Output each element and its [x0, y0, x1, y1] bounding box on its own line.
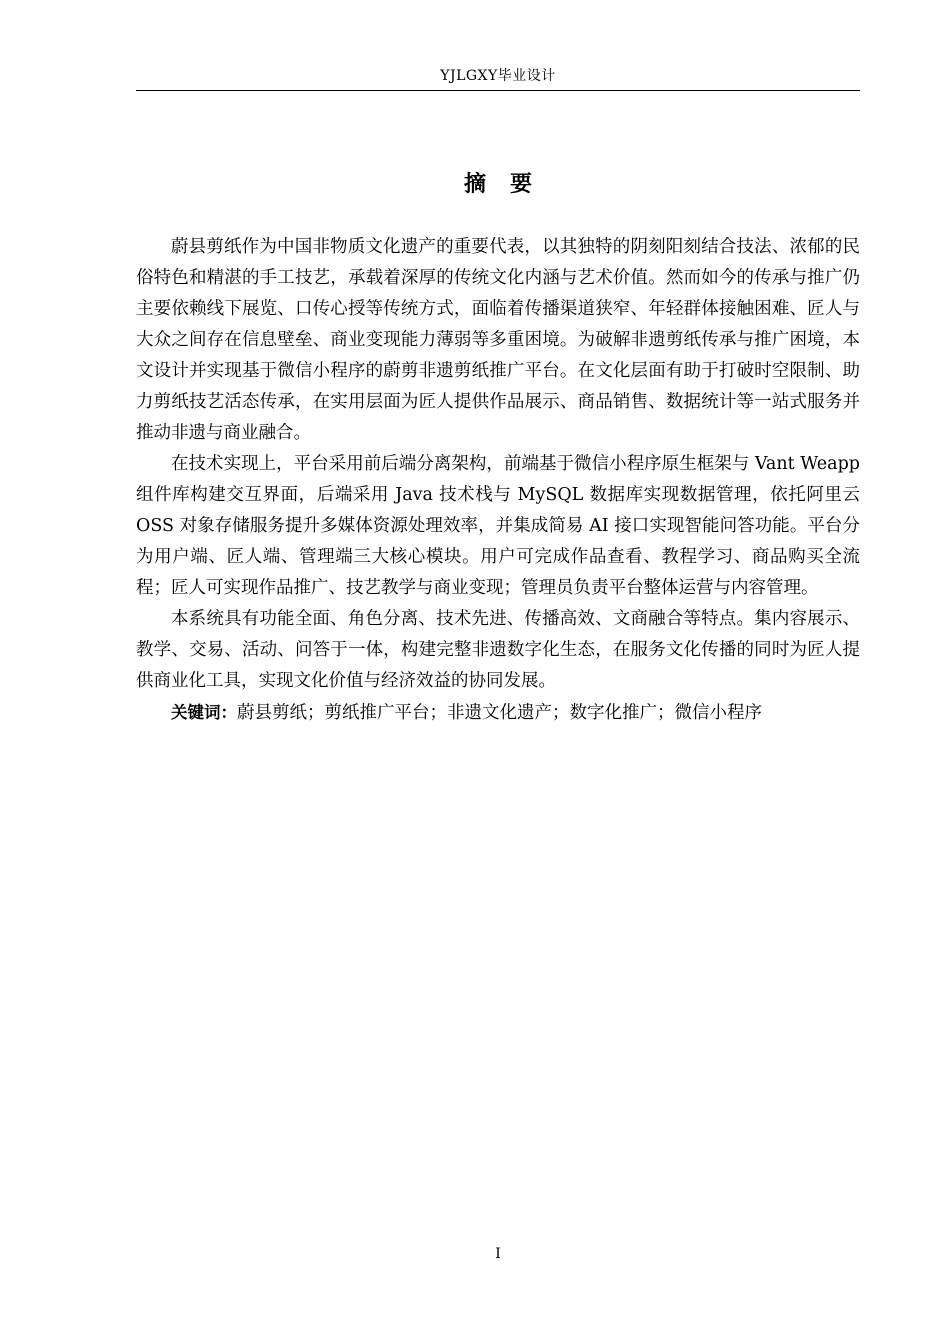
- page-number: I: [495, 1246, 501, 1262]
- header-rule: [136, 90, 860, 91]
- abstract-title-part2: 要: [510, 172, 533, 197]
- abstract-body: [136, 232, 860, 729]
- keywords-line: [136, 697, 860, 729]
- abstract-paragraph-1: 蔚县剪纸作为中国非物质文化遗产的重要代表，以其独特的阴刻阳刻结合技法、浓郁的民俗特色和精湛的手工技艺，承载着深厚的传统文化内涵与艺术价值。然而如今的传承与推广仍主要依赖线下展览、口传心授等传统方式，面临着传播渠道狭窄、年轻群体接触困难、匠人与大众之间存在信息壁垒、商业变现能力薄弱等多重困境。为破解非遗剪纸传承与推广困境，本文设计并实现基于微信小程序的蔚剪非遗剪纸推广平台。在文化层面有助于打破时空限制、助力剪纸技艺活态传承，在实用层面为匠人提供作品展示、商品销售、数据统计等一站式服务并推动非遗与商业融合。: [136, 237, 860, 443]
- abstract-title: [136, 170, 860, 200]
- abstract-paragraph-3: 本系统具有功能全面、角色分离、技术先进、传播高效、文商融合等特点。集内容展示、教学、交易、活动、问答于一体，构建完整非遗数字化生态，在服务文化传播的同时为匠人提供商业化工具，实现文化价值与经济效益的协同发展。: [136, 609, 860, 691]
- keywords-label: 关键词：: [171, 703, 237, 722]
- abstract-paragraph-2: 在技术实现上，平台采用前后端分离架构，前端基于微信小程序原生框架与 Vant Weapp 组件库构建交互界面，后端采用 Java 技术栈与 MySQL 数据库实现数据管理，依托阿里云 OSS 对象存储服务提升多媒体资源处理效率，并集成简易 AI 接口实现智能问答功能。平台分为用户端、匠人端、管理端三大核心模块。用户可完成作品查看、教程学习、商品购买全流程；匠人可实现作品推广、技艺教学与商业变现；管理员负责平台整体运营与内容管理。: [136, 454, 860, 598]
- keywords-list: 蔚县剪纸；剪纸推广平台；非遗文化遗产；数字化推广；微信小程序: [237, 703, 762, 723]
- running-header: YJLGXY毕业设计: [440, 68, 556, 84]
- abstract-title-part1: 摘: [463, 172, 486, 197]
